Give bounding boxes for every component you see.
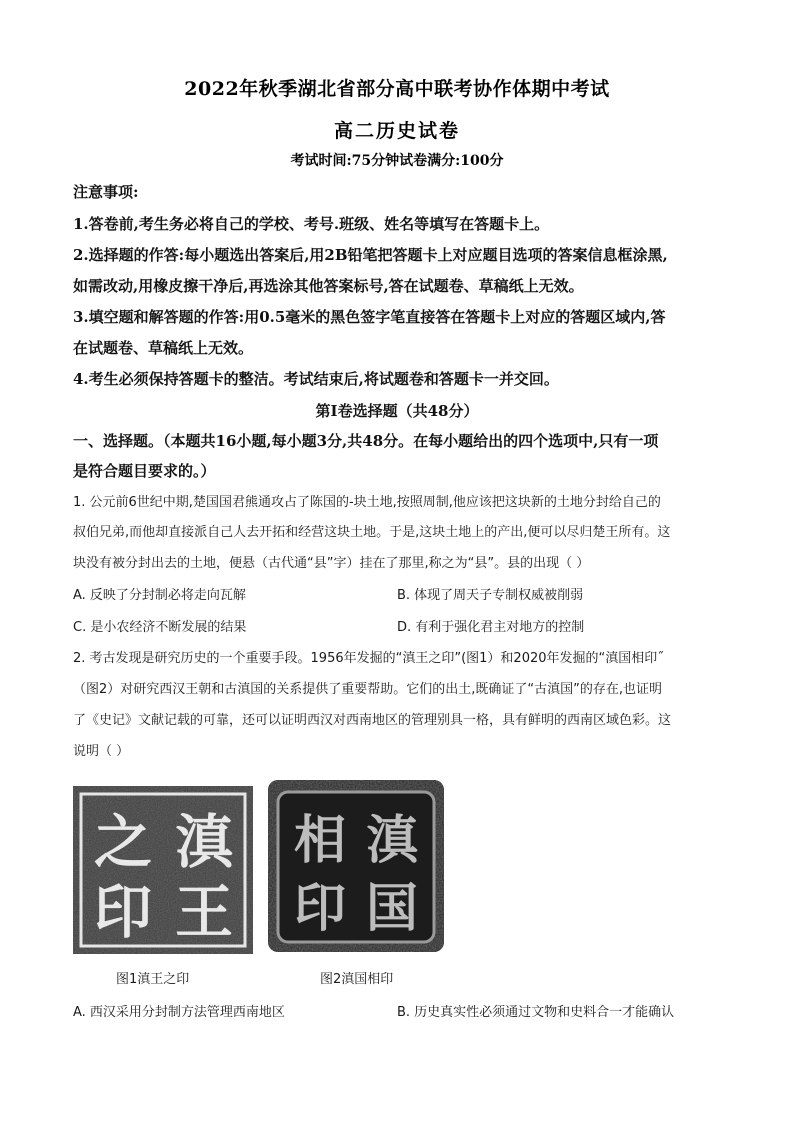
figure-1-seal-char-2: 王 (174, 878, 234, 946)
exam-title: 2022年秋季湖北省部分高中联考协作体期中考试 (184, 78, 610, 100)
figure-2-seal-image (268, 780, 444, 952)
figure-1-seal-image (73, 786, 253, 954)
q1-option-b: B. 体现了周天子专制权威被削弱 (397, 588, 584, 603)
q2-line-2: （图2）对研究西汉王朝和古滇国的关系提供了重要帮助。它们的出土,既确证了“古滇国”的存在,也证明 (73, 682, 663, 697)
q2-option-b: B. 历史真实性必须通过文物和史料合一才能确认 (397, 1005, 675, 1020)
q1-line-2: 叔伯兄弟,而他却直接派自己人去开拓和经营这块土地。于是,这块土地上的产出,便可以尽归楚王所有。这 (73, 525, 671, 540)
q2-line-4: 说明（ ） (73, 744, 130, 759)
section-instruction-line-2: 是符合题目要求的。） (73, 462, 216, 480)
figure-1-caption: 图1滇王之印 (116, 972, 190, 987)
section-title: 第Ⅰ卷选择题（共48分） (315, 402, 479, 420)
figure-2-seal-char-3: 相 (293, 810, 347, 871)
figure-1-seal-char-3: 之 (93, 808, 153, 876)
q2-line-3: 了《史记》文献记载的可靠，还可以证明西汉对西南地区的管理别具一格，具有鲜明的西南区域色彩。这 (73, 713, 672, 728)
note-line-1: 1.答卷前,考生务必将自己的学校、考号.班级、姓名等填写在答题卡上。 (73, 215, 550, 233)
note-line-6: 4.考生必须保持答题卡的整洁。考试结束后,将试题卷和答题卡一并交回。 (73, 370, 559, 388)
q2-option-a: A. 西汉采用分封制方法管理西南地区 (73, 1005, 285, 1020)
figure-2-seal-char-2: 国 (365, 878, 419, 939)
figure-1-seal-char-4: 印 (93, 878, 153, 946)
note-line-5: 在试题卷、草稿纸上无效。 (73, 339, 254, 357)
section-instruction-line-1: 一、选择题。（本题共16小题,每小题3分,共48分。在每小题给出的四个选项中,只有一项 (73, 432, 659, 450)
figure-2-seal-char-4: 印 (293, 878, 347, 939)
note-line-3: 如需改动,用橡皮擦干净后,再选涂其他答案标号,答在试题卷、草稿纸上无效。 (73, 277, 584, 295)
note-line-2: 2.选择题的作答:每小题选出答案后,用2B铅笔把答题卡上对应题目选项的答案信息框涂黑, (73, 246, 668, 264)
exam-subtitle: 高二历史试卷 (333, 120, 460, 142)
figure-1-seal-char-1: 滇 (174, 808, 234, 876)
q1-line-1: 1. 公元前6世纪中期,楚国国君熊通攻占了陈国的-块土地,按照周制,他应该把这块新的土地分封给自己的 (73, 495, 661, 510)
figure-2-seal-char-1: 滇 (365, 810, 419, 871)
q1-option-c: C. 是小农经济不断发展的结果 (73, 620, 247, 635)
note-line-4: 3.填空题和解答题的作答:用0.5毫米的黑色签字笔直接答在答题卡上对应的答题区域内,答 (73, 308, 666, 326)
q1-option-d: D. 有利于强化君主对地方的控制 (397, 620, 585, 635)
notes-heading: 注意事项: (73, 183, 139, 201)
q1-option-a: A. 反映了分封制必将走向瓦解 (73, 588, 246, 603)
exam-info: 考试时间:75分钟试卷满分:100分 (290, 153, 504, 169)
q2-line-1: 2. 考古发现是研究历史的一个重要手段。1956年发掘的“滇王之印”(图1）和2020年发掘的“滇国相印˝ (73, 651, 664, 666)
figure-2-caption: 图2滇国相印 (320, 972, 394, 987)
q1-line-3: 块没有被分封出去的土地，便悬（古代通“县”字）挂在了那里,称之为“县”。县的出现（ ） (73, 556, 590, 571)
